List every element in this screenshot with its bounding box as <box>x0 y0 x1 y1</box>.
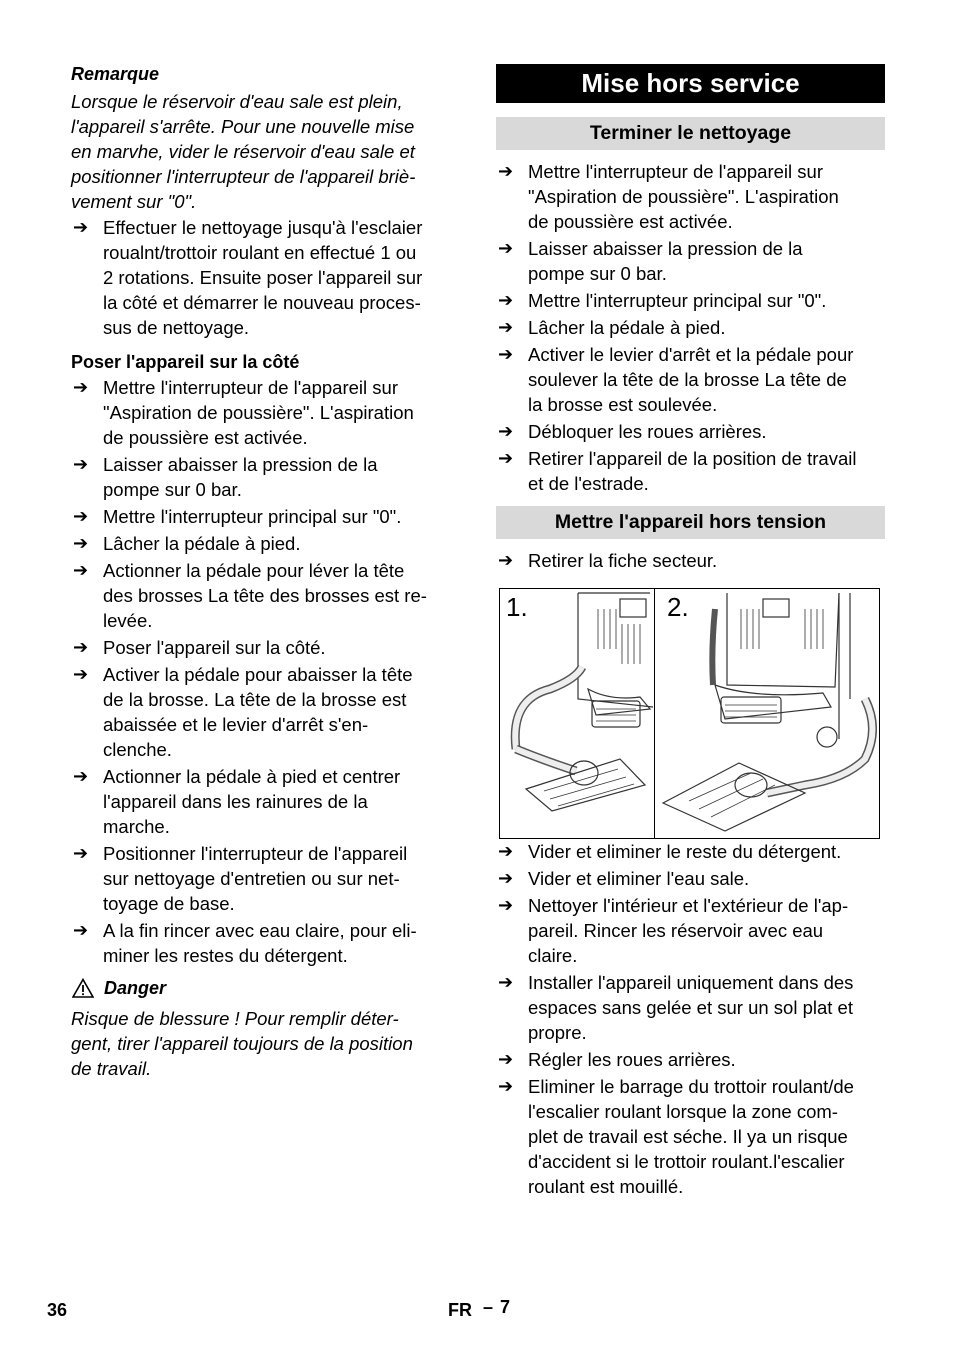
arrow-right-icon: ➔ <box>73 454 89 474</box>
bullet-item <box>71 764 461 839</box>
bullet-text: Retirer l'appareil de la position de travail et de l'estrade. <box>528 448 857 494</box>
arrow-right-icon: ➔ <box>498 448 514 468</box>
danger-title: Danger <box>104 978 167 998</box>
bullet-text: Mettre l'interrupteur principal sur "0". <box>103 506 402 527</box>
bullet-text: Vider et eliminer l'eau sale. <box>528 868 750 889</box>
section2-after-bullet-list <box>496 839 888 1201</box>
arrow-right-icon: ➔ <box>498 841 514 861</box>
main-title: Mise hors service <box>496 64 885 103</box>
bullet-text: Retirer la fiche secteur. <box>528 550 718 571</box>
arrow-right-icon: ➔ <box>498 290 514 310</box>
bullet-item <box>496 419 888 444</box>
arrow-right-icon: ➔ <box>498 317 514 337</box>
bullet-text: Effectuer le nettoyage jusqu'à l'esclaier roualnt/trottoir roulant en effectué 1 ou 2 rotations. Ensuite poser l'appareil sur la côté et démarrer le nouveau proces- sus de nettoyage. <box>103 217 423 338</box>
bullet-item <box>496 446 888 496</box>
bullet-item <box>71 215 461 340</box>
bullet-item <box>71 841 461 916</box>
bullet-item <box>71 918 461 968</box>
bullet-text: Laisser abaisser la pression de la pompe sur 0 bar. <box>528 238 803 284</box>
arrow-right-icon: ➔ <box>498 344 514 364</box>
bullet-item <box>496 970 888 1045</box>
bullet-text: Activer la pédale pour abaisser la tête de la brosse. La tête de la brosse est abaissée et le levier d'arrêt s'en- clenche. <box>103 664 413 760</box>
bullet-item <box>496 288 888 313</box>
side-bullet-list <box>71 375 461 970</box>
bullet-text: Laisser abaisser la pression de la pompe sur 0 bar. <box>103 454 378 500</box>
arrow-right-icon: ➔ <box>498 238 514 258</box>
bullet-item <box>496 1074 888 1199</box>
bullet-text: Poser l'appareil sur la côté. <box>103 637 326 658</box>
arrow-right-icon: ➔ <box>498 550 514 570</box>
section1-title: Terminer le nettoyage <box>496 117 885 150</box>
arrow-right-icon: ➔ <box>73 920 89 940</box>
bullet-text: Mettre l'interrupteur de l'appareil sur "Aspiration de poussière". L'aspiration de poussière est activée. <box>103 377 414 448</box>
note-title: Remarque <box>71 64 160 84</box>
note-text: Lorsque le réservoir d'eau sale est plein, l'appareil s'arrête. Pour une nouvelle mise en marvhe, vider le réservoir d'eau sale et positionner l'interrupteur de l'appareil briè- vement sur "0". <box>71 91 416 212</box>
arrow-right-icon: ➔ <box>498 1049 514 1069</box>
bullet-text: Vider et eliminer le reste du détergent. <box>528 841 842 862</box>
side-heading: Poser l'appareil sur la côté <box>71 352 300 372</box>
danger-text: Risque de blessure ! Pour remplir déter- gent, tirer l'appareil toujours de la position de travail. <box>71 1008 413 1079</box>
machine-tilted-illustration <box>500 589 653 838</box>
bullet-text: Mettre l'interrupteur principal sur "0". <box>528 290 827 311</box>
arrow-right-icon: ➔ <box>498 161 514 181</box>
bullet-item <box>496 1047 888 1072</box>
figure-label-1: 1. <box>506 592 528 622</box>
bullet-text: A la fin rincer avec eau claire, pour eli- miner les restes du détergent. <box>103 920 417 966</box>
arrow-right-icon: ➔ <box>73 664 89 684</box>
machine-upright-illustration <box>655 589 880 838</box>
bullet-item <box>71 452 461 502</box>
bullet-text: Lâcher la pédale à pied. <box>103 533 301 554</box>
bullet-item <box>71 662 461 762</box>
illustration-figure <box>499 588 880 839</box>
bullet-item <box>496 342 888 417</box>
arrow-right-icon: ➔ <box>498 895 514 915</box>
bullet-item <box>496 893 888 968</box>
section2-bullet-list <box>496 548 888 575</box>
arrow-right-icon: ➔ <box>73 533 89 553</box>
bullet-text: Activer le levier d'arrêt et la pédale pour soulever la tête de la brosse La tête de la brosse est soulevée. <box>528 344 854 415</box>
bullet-text: Nettoyer l'intérieur et l'extérieur de l'ap- pareil. Rincer les réservoir avec eau claire. <box>528 895 849 966</box>
bullet-item <box>71 635 461 660</box>
bullet-item <box>496 236 888 286</box>
bullet-text: Régler les roues arrières. <box>528 1049 736 1070</box>
bullet-text: Actionner la pédale pour léver la tête des brosses La tête des brosses est re- levée. <box>103 560 427 631</box>
footer-lang: FR <box>448 1300 472 1320</box>
bullet-item <box>71 558 461 633</box>
bullet-text: Débloquer les roues arrières. <box>528 421 767 442</box>
bullet-item <box>71 375 461 450</box>
arrow-right-icon: ➔ <box>73 377 89 397</box>
bullet-item <box>71 504 461 529</box>
warning-triangle-icon <box>72 978 94 998</box>
bullet-text: Mettre l'interrupteur de l'appareil sur "Aspiration de poussière". L'aspiration de poussière est activée. <box>528 161 839 232</box>
bullet-text: Installer l'appareil uniquement dans des espaces sans gelée et sur un sol plat et propre. <box>528 972 854 1043</box>
arrow-right-icon: ➔ <box>73 217 89 237</box>
bullet-text: Lâcher la pédale à pied. <box>528 317 726 338</box>
bullet-item <box>496 315 888 340</box>
bullet-item <box>496 839 888 864</box>
arrow-right-icon: ➔ <box>73 506 89 526</box>
footer-dash: – <box>483 1297 494 1317</box>
arrow-right-icon: ➔ <box>498 868 514 888</box>
arrow-right-icon: ➔ <box>498 1076 514 1096</box>
footer-section-page: 7 <box>500 1297 511 1317</box>
arrow-right-icon: ➔ <box>73 637 89 657</box>
bullet-item <box>496 866 888 891</box>
bullet-text: Eliminer le barrage du trottoir roulant/de l'escalier roulant lorsque la zone com- plet de travail est séche. Il ya un risque d'accident si le trottoir roulant.l'escalier roulant est mouillé. <box>528 1076 854 1197</box>
bullet-item <box>496 159 888 234</box>
arrow-right-icon: ➔ <box>498 421 514 441</box>
arrow-right-icon: ➔ <box>73 843 89 863</box>
section1-bullet-list <box>496 159 888 498</box>
arrow-right-icon: ➔ <box>498 972 514 992</box>
arrow-right-icon: ➔ <box>73 766 89 786</box>
figure-label-2: 2. <box>667 592 689 622</box>
bullet-text: Positionner l'interrupteur de l'appareil sur nettoyage d'entretien ou sur net- toyage de base. <box>103 843 408 914</box>
section2-title: Mettre l'appareil hors tension <box>496 506 885 539</box>
intro-bullet-list <box>71 215 461 342</box>
page-number: 36 <box>47 1300 68 1320</box>
arrow-right-icon: ➔ <box>73 560 89 580</box>
bullet-item <box>496 548 888 573</box>
bullet-text: Actionner la pédale à pied et centrer l'appareil dans les rainures de la marche. <box>103 766 401 837</box>
bullet-item <box>71 531 461 556</box>
